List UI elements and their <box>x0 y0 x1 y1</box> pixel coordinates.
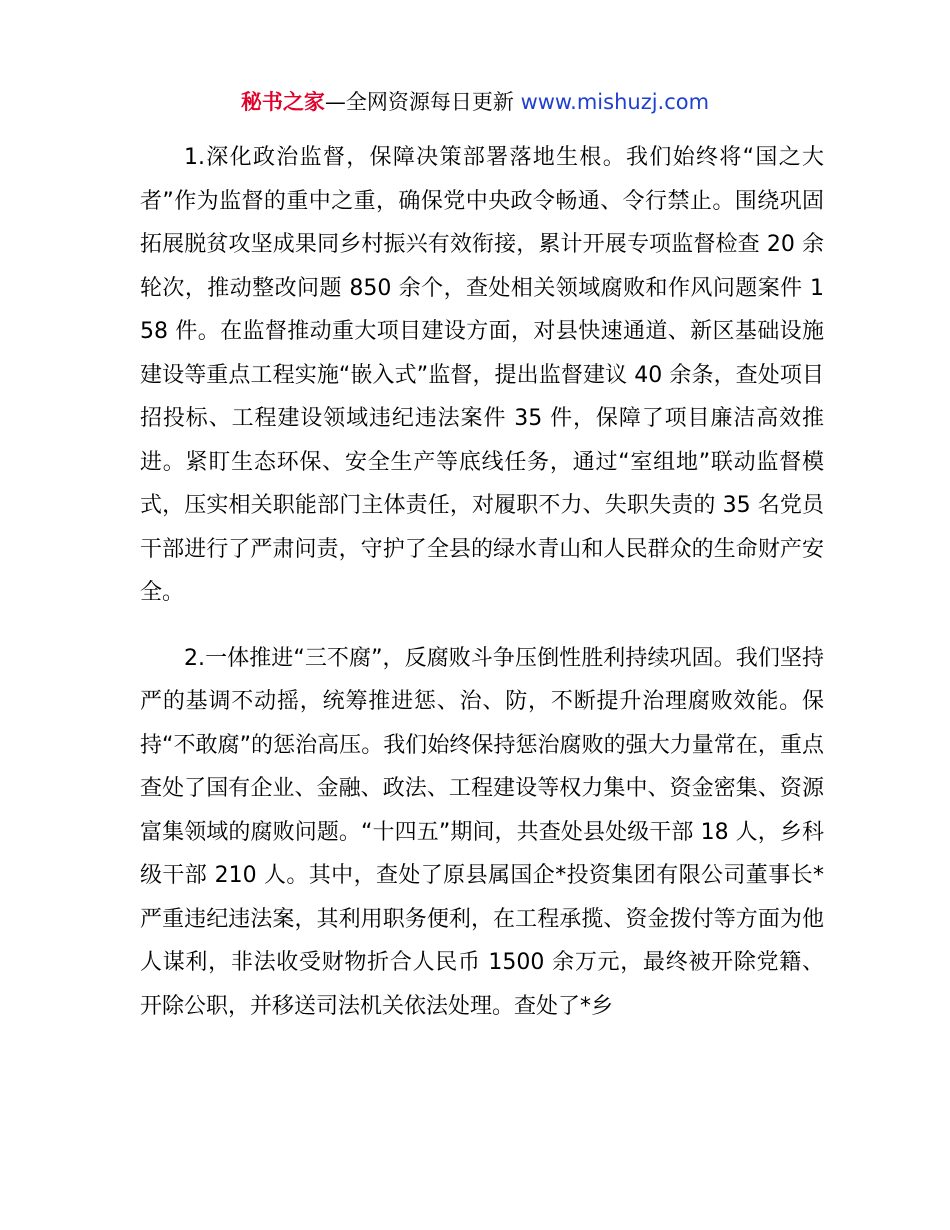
document-body <box>140 136 824 1050</box>
paragraph-2: 2.一体推进“三不腐”，反腐败斗争压倒性胜利持续巩固。我们坚持严的基调不动摇，统筹推进惩、治、防，不断提升治理腐败效能。保持“不敢腐”的惩治高压。我们始终保持惩治腐败的强大力量常在，重点查处了国有企业、金融、政法、工程建设等权力集中、资金密集、资源富集领域的腐败问题。“十四五”期间，共查处县处级干部 18 人，乡科级干部 210 人。其中，查处了原县属国企*投资集团有限公司董事长*严重违纪违法案，其利用职务便利，在工程承揽、资金拨付等方面为他人谋利，非法收受财物折合人民币 1500 余万元，最终被开除党籍、开除公职，并移送司法机关依法处理。查处了*乡 <box>140 645 824 1019</box>
page-header <box>0 86 950 118</box>
brand-name: 秘书之家 <box>240 90 325 114</box>
paragraph-1: 1.深化政治监督，保障决策部署落地生根。我们始终将“国之大者”作为监督的重中之重，确保党中央政令畅通、令行禁止。围绕巩固拓展脱贫攻坚成果同乡村振兴有效衔接，累计开展专项监督检查 20 余轮次，推动整改问题 850 余个，查处相关领域腐败和作风问题案件 158 件。在监督推动重大项目建设方面，对县快速通道、新区基础设施建设等重点工程实施“嵌入式”监督，提出监督建议 40 余条，查处项目招投标、工程建设领域违纪违法案件 35 件，保障了项目廉洁高效推进。紧盯生态环保、安全生产等底线任务，通过“室组地”联动监督模式，压实相关职能部门主体责任，对履职不力、失职失责的 35 名党员干部进行了严肃问责，守护了全县的绿水青山和人民群众的生命财产安全。 <box>140 145 824 605</box>
header-tagline: —全网资源每日更新 <box>324 90 521 114</box>
website-link[interactable]: www.mishuzj.com <box>520 90 710 114</box>
